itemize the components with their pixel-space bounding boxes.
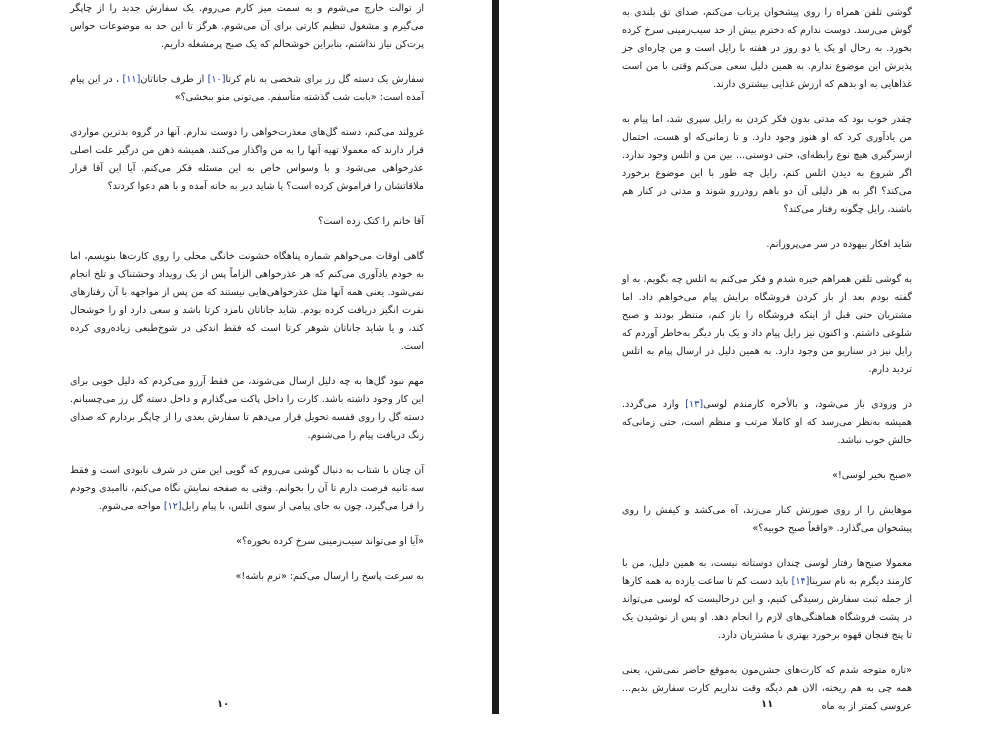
paragraph: شاید افکار بیهوده در سر می‌پرورانم. (766, 239, 912, 250)
paragraph: مهم نبود گل‌ها به چه دلیل ارسال می‌شوند، من فقط آرزو می‌کردم که دلیل خوبی برای این کار وجود داشته باشد. کارت را داخل پاکت می‌گذارم و داخل دسته گل رز می‌چسبانم. دسته گل را روی قفسه تحویل قرار می‌دهم تا سفارش بعدی را از چاپگر بردارم که صدای زنگ دریافت پیام را می‌شنوم. (70, 376, 424, 441)
left-page (0, 0, 492, 714)
page-number: ۱۱ (761, 699, 774, 710)
paragraph: موهایش را از روی صورتش کنار می‌زند، آه می‌کشد و کیفش را روی پیشخوان می‌گذارد. «واقعاً صبح خوبیه؟» (622, 505, 912, 534)
paragraph: «صبح بخیر لوسی!» (832, 470, 912, 481)
paragraph: از توالت خارج می‌شوم و به سمت میز کارم می‌روم. یک سفارش جدید را از چاپگر می‌گیرم و مشغول تنظیم کارتی برای آن می‌شوم. هرگز تا این حد به موضوعات حواس پرت‌کن نیاز نداشتم، بنابراین خوشحالم که یک صبح پرمشغله داریم. (70, 3, 424, 50)
footnote-link[interactable]: [۱۰] (207, 74, 226, 85)
page-number: ۱۰ (217, 699, 230, 710)
right-page-text (622, 4, 912, 733)
paragraph: غرولند می‌کنم، دسته گل‌های معذرت‌خواهی را دوست ندارم. آنها در گروه بدترین مواردی قرار دارند که معمولا تهیه آنها را به من واگذار می‌کنند. همیشه ذهن من درگیر علت اصلی عذرخواهی می‌شود و با وسواس خاص به این مسئله فکر می‌کنم. آیا این آقا قرار ملاقاتشان را فراموش کرده است؟ یا شاید دیر به خانه آمده و با هم دعوا کردند؟ (70, 127, 424, 192)
paragraph: «تازه متوجه شدم که کارت‌های جشن‌مون به‌موقع حاضر نمی‌شن، یعنی همه چی به هم ریخته، الان هم دیگه وقت نداریم کارت سفارش بدیم... عروسی کمتر از یه ماه (622, 665, 912, 712)
footnote-link[interactable]: [۱۳] (685, 399, 704, 410)
paragraph: معمولا صبح‌ها رفتار لوسی چندان دوستانه نیست، به همین دلیل، من با کارمند دیگرم به نام سرینا[۱۴] باید دست کم تا ساعت یازده به همه کارها از جمله ثبت سفارش رسیدگی کنیم، و این درحالیست که لوسی می‌تواند در پشت فروشگاه هماهنگی‌های لازم را انجام دهد. او پس از نوشیدن یک تا پنج فنجان قهوه برخورد بهتری با مشتریان دارد. (622, 558, 912, 641)
footnote-link[interactable]: [۱۱] (122, 74, 141, 85)
paragraph: «آیا او می‌تواند سیب‌زمینی سرخ کرده بخوره؟» (236, 536, 424, 547)
paragraph: چقدر خوب بود که مدتی بدون فکر کردن به رایل سپری شد، اما پیام به من یادآوری کرد که او هنوز وجود دارد. و تا زمانی‌که او هست، احتمال ازسرگیری هیچ نوع رابطه‌ای، حتی دوستی... بین من و اتلس وجود ندارد. اگر شروع به دیدن اتلس کنم، رایل چه طور با این موضوع برخورد می‌کند؟ اگر به هر دلیلی آن دو باهم رودررو شوند و مدتی در کنار هم باشند، رایل چگونه رفتار می‌کند؟ (622, 114, 912, 215)
paragraph: سفارش یک دسته گل رز برای شخصی به نام کرتا[۱۰] از طرف جاناتان[۱۱] ، در این پیام آمده است: «بابت شب گذشته متأسفم. می‌تونی منو ببخشی؟» (70, 74, 424, 103)
footnote-link[interactable]: [۱۴] (791, 576, 810, 587)
paragraph: به سرعت پاسخ را ارسال می‌کنم: «نرم باشه!» (235, 571, 424, 582)
footnote-link[interactable]: [۱۲] (163, 501, 182, 512)
paragraph: آقا خانم را کتک زده است؟ (318, 216, 424, 227)
left-page-text (70, 0, 424, 603)
right-page (499, 0, 988, 714)
paragraph: آن چنان با شتاب به دنبال گوشی می‌روم که گویی این متن در شرف نابودی است و فقط سه ثانیه فرصت دارم تا آن را بخوانم. وقتی به صفحه نمایش نگاه می‌کنم، ناامیدی وجودم را فرا می‌گیرد، چون به جای پیامی از سوی اتلس، با پیام رایل[۱۲] مواجه می‌شوم. (70, 465, 424, 512)
paragraph: در ورودی باز می‌شود، و بالأخره کارمندم لوسی[۱۳] وارد می‌گردد. همیشه به‌نظر می‌رسد که او کاملا مرتب و منظم است، حتی زمانی‌که حالش خوب نباشد. (622, 399, 912, 446)
page-divider (492, 0, 499, 714)
paragraph: گاهی اوقات می‌خواهم شماره پناهگاه خشونت خانگی محلی را روی کارت‌ها بنویسم، اما به خودم یادآوری می‌کنم که هر عذرخواهی الزاماً پس از یک رویداد وحشتناک و تلخ انجام نمی‌شود. یعنی همه آنها مثل عذرخواهی‌هایی نیستند که من پس از مواجهه با آن رفتارهای نفرت انگیز دریافت کرده بودم. شاید جاناتان نامزد کرتا باشد و سعی دارد او را خوشحال کند، و یا شاید جاناتان شوهر کرتا است که فقط اندکی در شوخ‌طبعی زیاده‌روی کرده است. (70, 251, 424, 352)
paragraph: به گوشی تلفن همراهم خیره شدم و فکر می‌کنم به اتلس چه بگویم. به او گفته بودم بعد از باز کردن فروشگاه برایش پیام می‌خواهم داد. اما مشتریان حتی قبل از اینکه فروشگاه را باز کنم، منتظر بودند و صبح شلوغی داشتم. و اکنون نیز رایل پیام داد و یک بار دیگر به‌خاطر آوردم که رایل نیز در سناریو من وجود دارد. به همین دلیل در ارسال پیام به اتلس تردید دارم. (622, 274, 912, 375)
paragraph: گوشی تلفن همراه را روی پیشخوان پرتاب می‌کنم، صدای تق بلندی به گوش می‌رسد. دوست ندارم که دخترم بیش از حد سیب‌زمینی سرخ کرده بخورد. به رحال او یک یا دو روز در هفته با رایل است و من چاره‌ای جز پذیرش این موضوع ندارم. به همین دلیل سعی می‌کنم وقتی با من است غذاهایی به او بدهم که ارزش غذایی بیشتری دارند. (622, 7, 912, 90)
